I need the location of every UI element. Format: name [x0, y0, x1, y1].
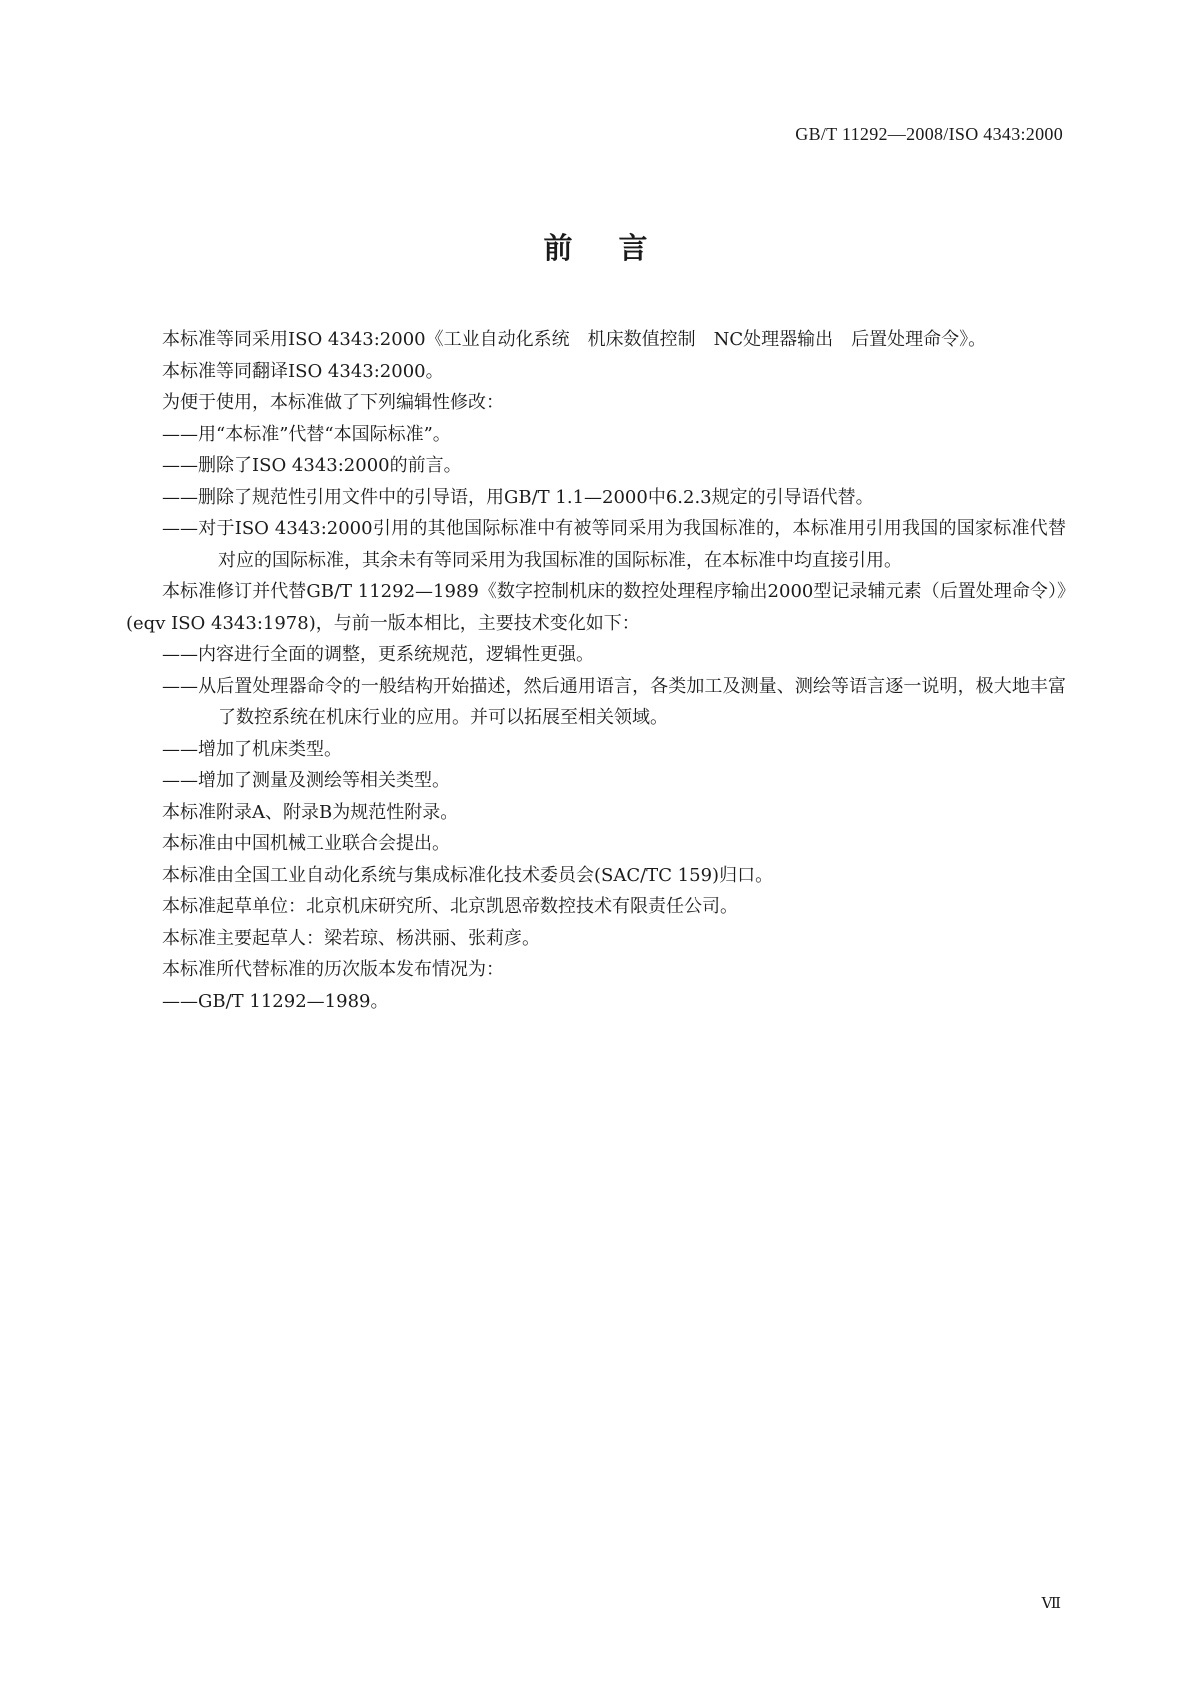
dash-list-item: ——删除了ISO 4343:2000的前言。 — [162, 455, 462, 476]
dash-list-item: ——删除了规范性引用文件中的引导语，用GB/T 1.1—2000中6.2.3规定的引导语代替。 — [162, 486, 874, 508]
dash-list-item: ——对于ISO 4343:2000引用的其他国际标准中有被等同采用为我国标准的，本标准用引用我国的国家标准代替对应的国际标准，其余未有等同采用为我国标准的国际标准，在本标准中均直接引用。 — [162, 518, 1066, 571]
paragraph: 本标准修订并代替GB/T 11292—1989《数字控制机床的数控处理程序输出2000型记录辅元素（后置处理命令）》(eqv ISO 4343:1978)，与前一版本相比，主要技术变化如下： — [126, 581, 1066, 634]
foreword-body — [126, 324, 1066, 1017]
paragraph: 本标准所代替标准的历次版本发布情况为： — [162, 959, 504, 980]
paragraph: 为便于使用，本标准做了下列编辑性修改： — [162, 392, 504, 413]
dash-list-item: ——GB/T 11292—1989。 — [162, 990, 389, 1012]
dash-list-item: ——用“本标准”代替“本国际标准”。 — [162, 423, 451, 445]
dash-list-item: ——增加了测量及测绘等相关类型。 — [162, 770, 450, 791]
paragraph: 本标准由全国工业自动化系统与集成标准化技术委员会(SAC/TC 159)归口。 — [162, 864, 774, 886]
paragraph: 本标准由中国机械工业联合会提出。 — [162, 833, 450, 854]
paragraph: 本标准起草单位：北京机床研究所、北京凯恩帝数控技术有限责任公司。 — [162, 896, 738, 917]
paragraph: 本标准附录A、附录B为规范性附录。 — [162, 801, 459, 823]
paragraph: 本标准等同翻译ISO 4343:2000。 — [162, 360, 444, 382]
dash-list-item: ——增加了机床类型。 — [162, 738, 342, 760]
page-title: 前言 — [543, 231, 694, 265]
dash-list-item: ——内容进行全面的调整，更系统规范，逻辑性更强。 — [162, 644, 594, 665]
paragraph: 本标准等同采用ISO 4343:2000《工业自动化系统 机床数值控制 NC处理器输出 后置处理命令》。 — [162, 329, 987, 350]
dash-list-item: ——从后置处理器命令的一般结构开始描述，然后通用语言，各类加工及测量、测绘等语言逐一说明，极大地丰富了数控系统在机床行业的应用。并可以拓展至相关领域。 — [162, 675, 1066, 728]
standard-code-header: GB/T 11292—2008/ISO 4343:2000 — [795, 124, 1063, 144]
page-number: Ⅶ — [1041, 1596, 1061, 1612]
paragraph: 本标准主要起草人：梁若琼、杨洪丽、张莉彦。 — [162, 927, 540, 949]
